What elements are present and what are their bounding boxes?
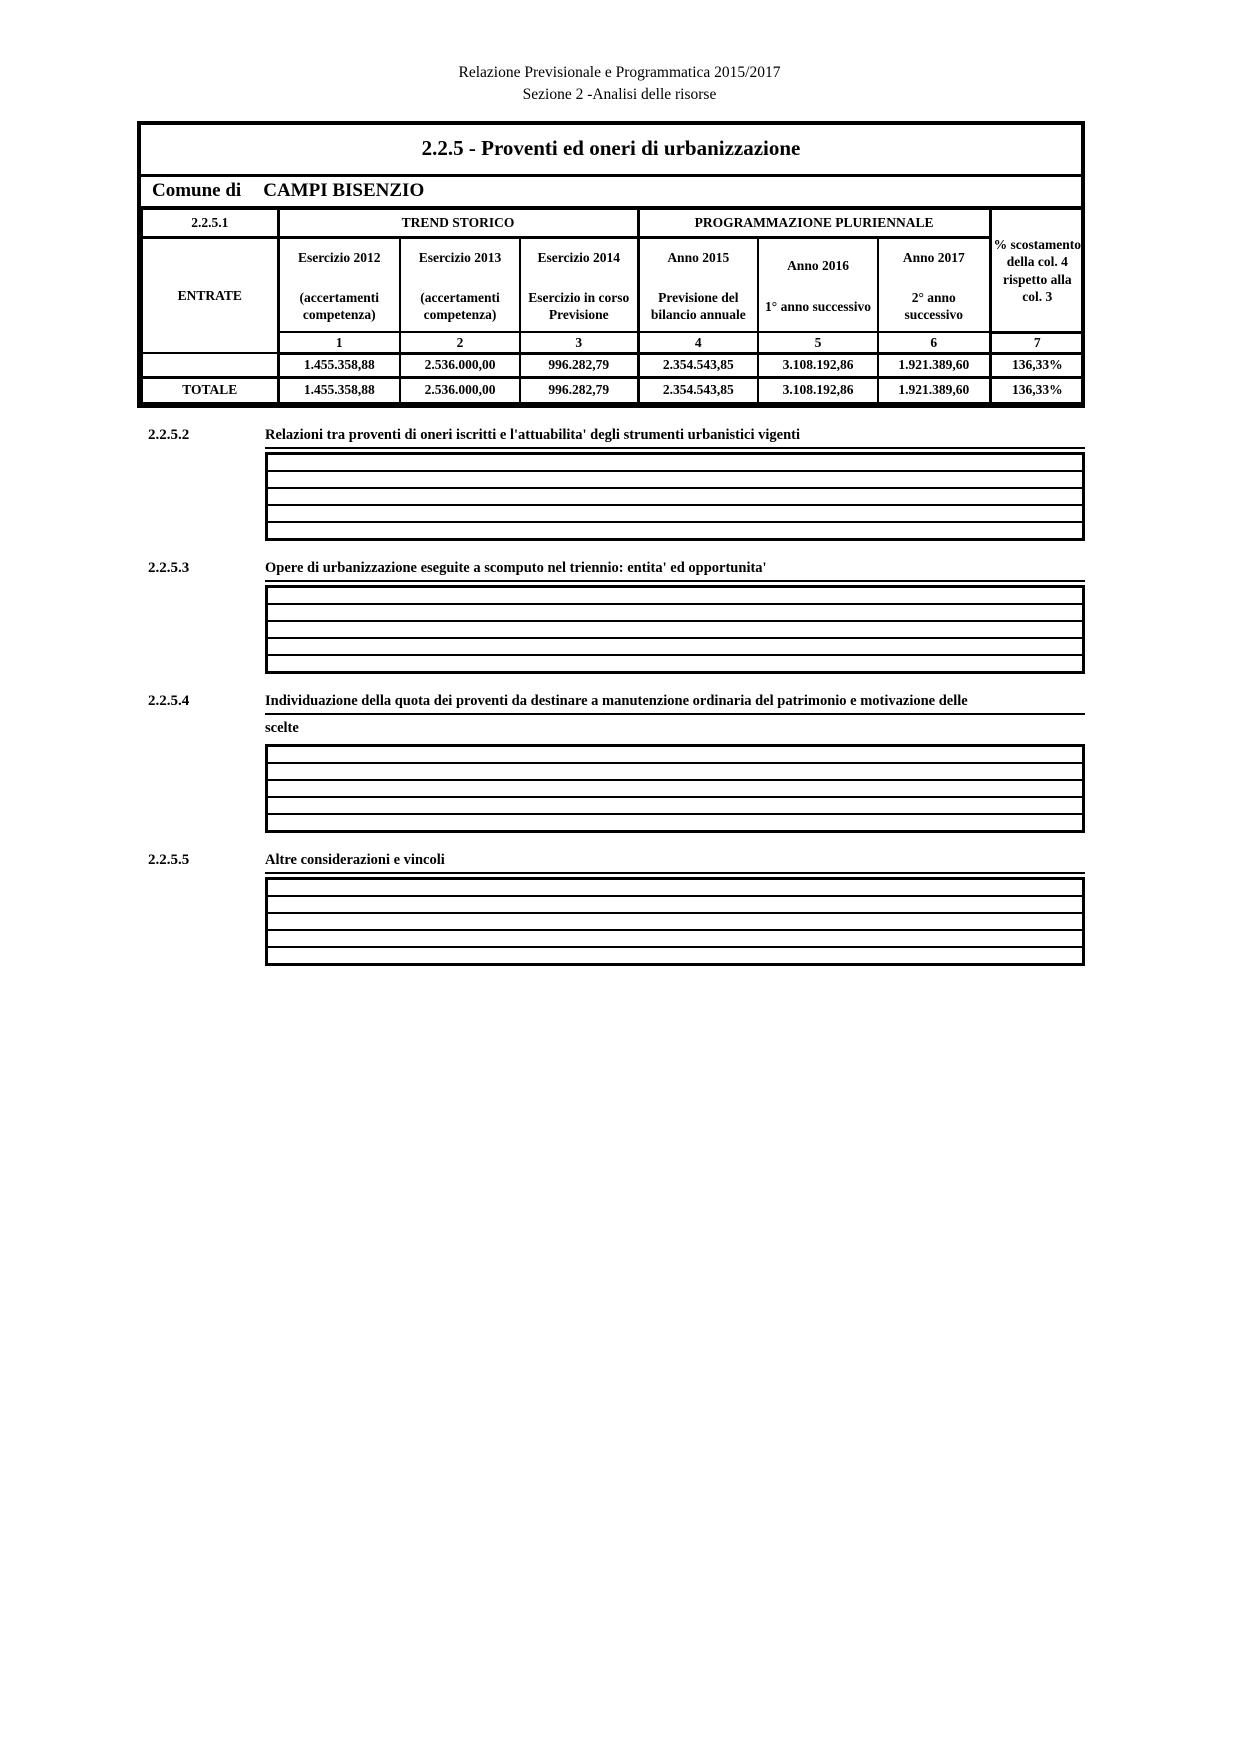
col-num-2: 2 (400, 332, 520, 353)
col-num-7: 7 (990, 332, 1084, 353)
section-2-2-5-4 (137, 693, 1085, 833)
col-num-5: 5 (758, 332, 878, 353)
blank-line (268, 588, 1082, 605)
blank-line (268, 747, 1082, 764)
blank-line (268, 605, 1082, 622)
entrate-header: ENTRATE (142, 238, 278, 354)
comune-label: Comune di (152, 180, 242, 202)
value-scostamento: 136,33% (990, 353, 1084, 377)
section-heading: Individuazione della quota dei proventi da destinare a manutenzione ordinaria del patrimonio e motivazione delle (265, 693, 1085, 715)
column-number-row (142, 332, 1084, 353)
section-heading: Relazioni tra proventi di oneri iscritti e l'attuabilita' degli strumenti urbanistici vigenti (265, 427, 1085, 449)
totale-label: TOTALE (142, 377, 278, 403)
comune-name: CAMPI BISENZIO (263, 180, 425, 202)
col-header-2014: Esercizio 2014 Esercizio in corso Previsione (520, 238, 638, 333)
value-2015: 2.354.543,85 (638, 353, 758, 377)
value-2017: 1.921.389,60 (878, 353, 990, 377)
totale-2014: 996.282,79 (520, 377, 638, 403)
trend-storico-header: TREND STORICO (278, 209, 638, 238)
blank-line (268, 455, 1082, 472)
blank-line (268, 506, 1082, 523)
col-num-3: 3 (520, 332, 638, 353)
col-header-2016: Anno 2016 1° anno successivo (758, 238, 878, 333)
section-2-2-5-3 (137, 560, 1085, 674)
empty-lines-box (265, 452, 1085, 541)
blank-line (268, 489, 1082, 506)
blank-line (268, 656, 1082, 671)
blank-line (268, 764, 1082, 781)
comune-row (141, 177, 1081, 208)
section-2-2-5-2 (137, 427, 1085, 541)
section-code: 2.2.5.3 (148, 559, 190, 576)
section-heading-line2: scelte (265, 719, 299, 736)
section-heading: Opere di urbanizzazione eseguite a scomputo nel triennio: entita' ed opportunita' (265, 560, 1085, 582)
blank-line (268, 523, 1082, 538)
table-row-totale (142, 377, 1084, 403)
table-title: 2.2.5 - Proventi ed oneri di urbanizzazione (141, 125, 1081, 177)
section-code-cell: 2.2.5.1 (142, 209, 278, 238)
col-num-1: 1 (278, 332, 400, 353)
row-label-empty (142, 353, 278, 377)
column-header-row (142, 238, 1084, 333)
programmazione-header: PROGRAMMAZIONE PLURIENNALE (638, 209, 990, 238)
blank-line (268, 914, 1082, 931)
page-header (0, 0, 1239, 105)
section-heading: Altre considerazioni e vincoli (265, 852, 1085, 874)
scostamento-header: % scostamento della col. 4 rispetto alla col. 3 (990, 209, 1084, 332)
group-header-row (142, 209, 1084, 238)
col-header-2017: Anno 2017 2° anno successivo (878, 238, 990, 333)
section-code: 2.2.5.4 (148, 692, 190, 709)
section-code: 2.2.5.5 (148, 851, 190, 868)
empty-lines-box (265, 744, 1085, 833)
totale-2015: 2.354.543,85 (638, 377, 758, 403)
col-header-2013: Esercizio 2013 (accertamenti competenza) (400, 238, 520, 333)
blank-line (268, 781, 1082, 798)
value-2012: 1.455.358,88 (278, 353, 400, 377)
value-2013: 2.536.000,00 (400, 353, 520, 377)
trend-table (141, 208, 1085, 404)
totale-2017: 1.921.389,60 (878, 377, 990, 403)
totale-2012: 1.455.358,88 (278, 377, 400, 403)
section-code: 2.2.5.2 (148, 426, 190, 443)
blank-line (268, 639, 1082, 656)
col-num-6: 6 (878, 332, 990, 353)
blank-line (268, 472, 1082, 489)
col-num-4: 4 (638, 332, 758, 353)
blank-line (268, 622, 1082, 639)
col-header-2015: Anno 2015 Previsione del bilancio annuale (638, 238, 758, 333)
document-subtitle: Sezione 2 -Analisi delle risorse (522, 85, 717, 103)
blank-line (268, 880, 1082, 897)
totale-scostamento: 136,33% (990, 377, 1084, 403)
table-row (142, 353, 1084, 377)
blank-line (268, 798, 1082, 815)
blank-line (268, 815, 1082, 830)
empty-lines-box (265, 585, 1085, 674)
main-table-frame (137, 121, 1085, 408)
totale-2016: 3.108.192,86 (758, 377, 878, 403)
empty-lines-box (265, 877, 1085, 966)
blank-line (268, 931, 1082, 948)
document-title: Relazione Previsionale e Programmatica 2015/2017 (458, 64, 781, 81)
totale-2013: 2.536.000,00 (400, 377, 520, 403)
blank-line (268, 948, 1082, 963)
blank-line (268, 897, 1082, 914)
value-2016: 3.108.192,86 (758, 353, 878, 377)
col-header-2012: Esercizio 2012 (accertamenti competenza) (278, 238, 400, 333)
value-2014: 996.282,79 (520, 353, 638, 377)
section-2-2-5-5 (137, 852, 1085, 966)
